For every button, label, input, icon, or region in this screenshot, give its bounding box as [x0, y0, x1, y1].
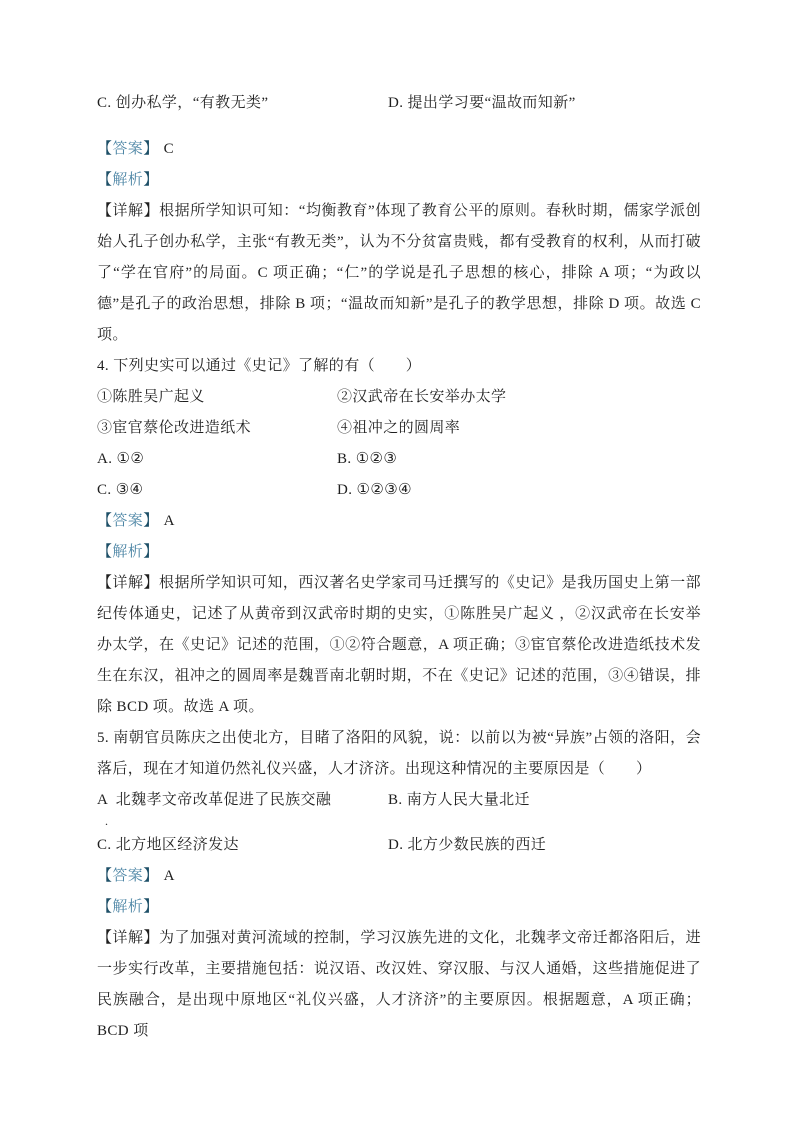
- q5-option-d: D. 北方少数民族的西迁: [388, 837, 547, 853]
- q3-detail-paragraph: [97, 196, 701, 351]
- q5-option-b: B. 南方人民大量北迁: [388, 792, 530, 808]
- answer-label: 答案: [112, 513, 144, 529]
- q5-stem: 5. 南朝官员陈庆之出使北方，目睹了洛阳的风貌，说：以前以为被“异族”占领的洛阳，会落后，现在才知道仍然礼仪兴盛，人才济济。出现这种情况的主要原因是（ ）: [97, 730, 701, 777]
- detail-bracket-right: 】: [143, 930, 159, 946]
- q4-item-row-2: [97, 413, 701, 444]
- q4-option-a: A. ①②: [97, 451, 145, 467]
- analysis-label: 解析: [112, 899, 144, 915]
- detail-bracket-left: 【: [97, 930, 113, 946]
- q3-analysis-line: [97, 165, 701, 196]
- q4-item-1: ①陈胜吴广起义: [97, 389, 205, 405]
- q4-answer-line: [97, 506, 701, 537]
- q3-option-row: [97, 88, 701, 119]
- q4-detail-text: 根据所学知识可知，西汉著名史学家司马迁撰写的《史记》是我历国史上第一部纪传体通史，记述了从黄帝到汉武帝时期的史实，①陈胜吴广起义 ，②汉武帝在长安举办太学，在《史记》记述的范围，①②符合题意，A 项正确；③宦官蔡伦改进造纸技术发生在东汉，祖冲之的圆周率是魏晋南北朝时期，不在《史记》记述的范围，③④错误，排除 BCD 项。故选 A 项。: [97, 575, 701, 715]
- answer-label: 答案: [112, 141, 144, 157]
- detail-label: 详解: [112, 930, 144, 946]
- q5-detail-text: 为了加强对黄河流域的控制，学习汉族先进的文化，北魏孝文帝迁都洛阳后，进一步实行改革，主要措施包括：说汉语、改汉姓、穿汉服、与汉人通婚，这些措施促进了民族融合，是出现中原地区“礼仪兴盛，人才济济”的主要原因。根据题意，A 项正确；BCD 项: [97, 930, 701, 1039]
- detail-bracket-right: 】: [143, 203, 160, 219]
- q5-option-a: A 北魏孝文帝改革促进了民族交融: [97, 792, 332, 808]
- q5-option-row-ab: [97, 785, 701, 816]
- q3-detail-text: 根据所学知识可知：“均衡教育”体现了教育公平的原则。春秋时期，儒家学派创始人孔子创办私学，主张“有教无类”，认为不分贫富贵贱，都有受教育的权利，从而打破了“学在官府”的局面。C 项正确；“仁”的学说是孔子思想的核心，排除 A 项；“为政以德”是孔子的政治思想，排除 B 项；“温故而知新”是孔子的教学思想，排除 D 项。故选 C 项。: [97, 203, 701, 343]
- q4-detail-paragraph: [97, 568, 701, 723]
- q5-answer-line: [97, 861, 701, 892]
- analysis-bracket-right: 】: [143, 544, 159, 560]
- q4-analysis-line: [97, 537, 701, 568]
- analysis-label: 解析: [112, 172, 144, 188]
- analysis-bracket-left: 【: [97, 172, 113, 188]
- analysis-bracket-right: 】: [143, 172, 159, 188]
- q5-option-row-cd: [97, 830, 701, 861]
- analysis-bracket-left: 【: [97, 544, 113, 560]
- answer-bracket-left: 【: [97, 868, 113, 884]
- q4-option-d: D. ①②③④: [337, 482, 412, 498]
- detail-bracket-left: 【: [97, 575, 113, 591]
- answer-bracket-right: 】: [143, 141, 159, 157]
- q3-answer-line: [97, 134, 701, 165]
- q4-item-3: ③宦官蔡伦改进造纸术: [97, 420, 252, 436]
- q5-analysis-line: [97, 892, 701, 923]
- q4-answer-value: A: [163, 513, 175, 529]
- answer-bracket-left: 【: [97, 513, 113, 529]
- detail-bracket-left: 【: [97, 203, 113, 219]
- q4-item-2: ②汉武帝在长安举办太学: [337, 389, 507, 405]
- q5-detail-paragraph: [97, 923, 701, 1047]
- q4-option-row-cd: [97, 475, 701, 506]
- q4-item-row-1: [97, 382, 701, 413]
- answer-bracket-right: 】: [143, 513, 159, 529]
- detail-label: 详解: [112, 575, 144, 591]
- q3-option-d: D. 提出学习要“温故而知新”: [388, 95, 576, 111]
- q5-option-c: C. 北方地区经济发达: [97, 837, 239, 853]
- q5-answer-value: A: [163, 868, 175, 884]
- stray-period-mark: .: [105, 814, 109, 828]
- q3-answer-value: C: [163, 141, 175, 157]
- q4-option-row-ab: [97, 444, 701, 475]
- analysis-label: 解析: [112, 544, 144, 560]
- q3-option-c: C. 创办私学，“有教无类”: [97, 95, 269, 111]
- q4-stem: 4. 下列史实可以通过《史记》了解的有（ ）: [97, 358, 422, 374]
- q4-option-b: B. ①②③: [337, 451, 398, 467]
- analysis-bracket-right: 】: [143, 899, 159, 915]
- detail-bracket-right: 】: [143, 575, 159, 591]
- detail-label: 详解: [112, 203, 144, 219]
- analysis-bracket-left: 【: [97, 899, 113, 915]
- answer-bracket-left: 【: [97, 141, 113, 157]
- q4-item-4: ④祖冲之的圆周率: [337, 420, 461, 436]
- exam-answer-document: [97, 88, 701, 1047]
- answer-bracket-right: 】: [143, 868, 159, 884]
- q4-option-c: C. ③④: [97, 482, 144, 498]
- answer-label: 答案: [112, 868, 144, 884]
